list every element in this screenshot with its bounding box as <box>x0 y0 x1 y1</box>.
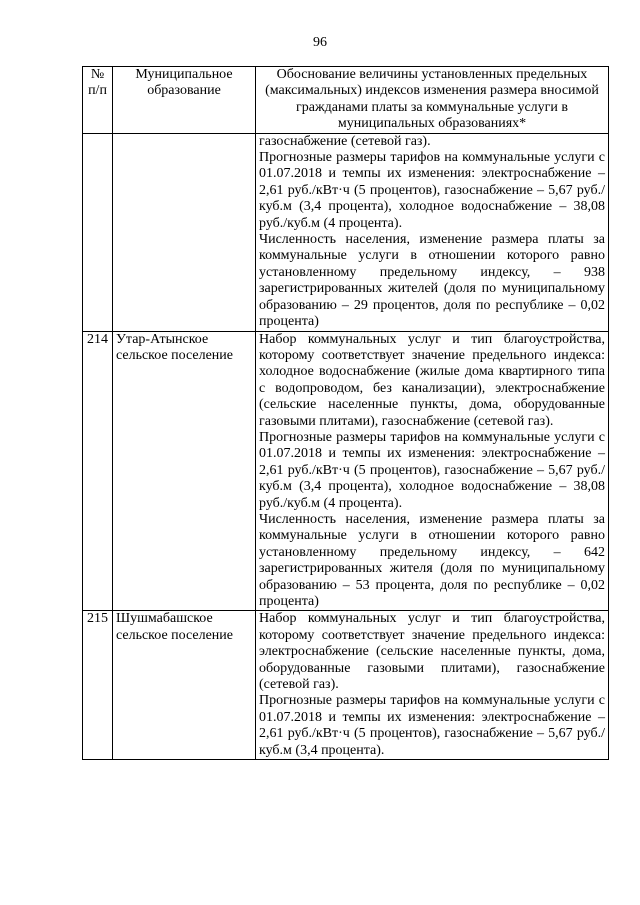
tariff-table <box>82 66 609 760</box>
justification-paragraph: газоснабжение (сетевой газ). <box>259 133 431 149</box>
row-number: 215 <box>83 611 113 760</box>
table-row <box>83 331 609 611</box>
justification-paragraph: Прогнозные размеры тарифов на коммунальные услуги с 01.07.2018 и темпы их изменения: электроснабжение – 2,61 руб./кВт·ч (5 процентов), газоснабжение – 5,67 руб./куб.м (3,4 процента), холодное водоснабжение – 38,08 руб./куб.м (4 процента). <box>259 429 605 511</box>
justification-paragraph: Набор коммунальных услуг и тип благоустройства, которому соответствует значение предельного индекса: электроснабжение (сельские населенные пункты, дома, оборудованные газовыми плитами), газоснабжение (сетевой газ). <box>259 611 605 693</box>
header-justification: Обоснование величины установленных предельных (максимальных) индексов изменения размера вносимой гражданами платы за коммунальные услуги в муниципальных образованиях* <box>256 67 609 134</box>
row-municipality: Шушмабашское сельское поселение <box>113 611 256 760</box>
justification-paragraph: Прогнозные размеры тарифов на коммунальные услуги с 01.07.2018 и темпы их изменения: электроснабжение – 2,61 руб./кВт·ч (5 процентов), газоснабжение – 5,67 руб./куб.м (3,4 процента), холодное водоснабжение – 38,08 руб./куб.м (4 процента). <box>259 150 605 231</box>
row-municipality: Утар-Атынское сельское поселение <box>113 331 256 611</box>
row-justification <box>256 611 609 760</box>
table-header-row <box>83 67 609 134</box>
justification-paragraph: Прогнозные размеры тарифов на коммунальные услуги с 01.07.2018 и темпы их изменения: электроснабжение – 2,61 руб./кВт·ч (5 процентов), газоснабжение – 5,67 руб./куб.м (3,4 процента). <box>259 693 605 758</box>
header-municipality: Муниципальное образование <box>113 67 256 134</box>
table-row <box>83 133 609 331</box>
row-justification <box>256 331 609 611</box>
justification-paragraph: Численность населения, изменение размера платы за коммунальные услуги в отношении которого равно установленному предельному индексу, – 938 зарегистрированных жителей (доля по муниципальному образованию – 29 процентов, доля по республике – 0,02 процента) <box>259 232 605 330</box>
page-number: 96 <box>313 35 327 50</box>
row-number: 214 <box>83 331 113 611</box>
row-municipality <box>113 133 256 331</box>
header-num: № п/п <box>83 67 113 134</box>
justification-paragraph: Численность населения, изменение размера платы за коммунальные услуги в отношении которого равно установленному предельному индексу, – 642 зарегистрированных жителя (доля по муниципальному образованию – 53 процента, доля по республике – 0,02 процента) <box>259 511 605 609</box>
justification-paragraph: Набор коммунальных услуг и тип благоустройства, которому соответствует значение предельного индекса: холодное водоснабжение (жилые дома квартирного типа с водопроводом, без канализации), электроснабжение (сельские населенные пункты, дома, оборудованные газовыми плитами), газоснабжение (сетевой газ). <box>259 331 605 429</box>
row-number <box>83 133 113 331</box>
row-justification <box>256 133 609 331</box>
table-row <box>83 611 609 760</box>
